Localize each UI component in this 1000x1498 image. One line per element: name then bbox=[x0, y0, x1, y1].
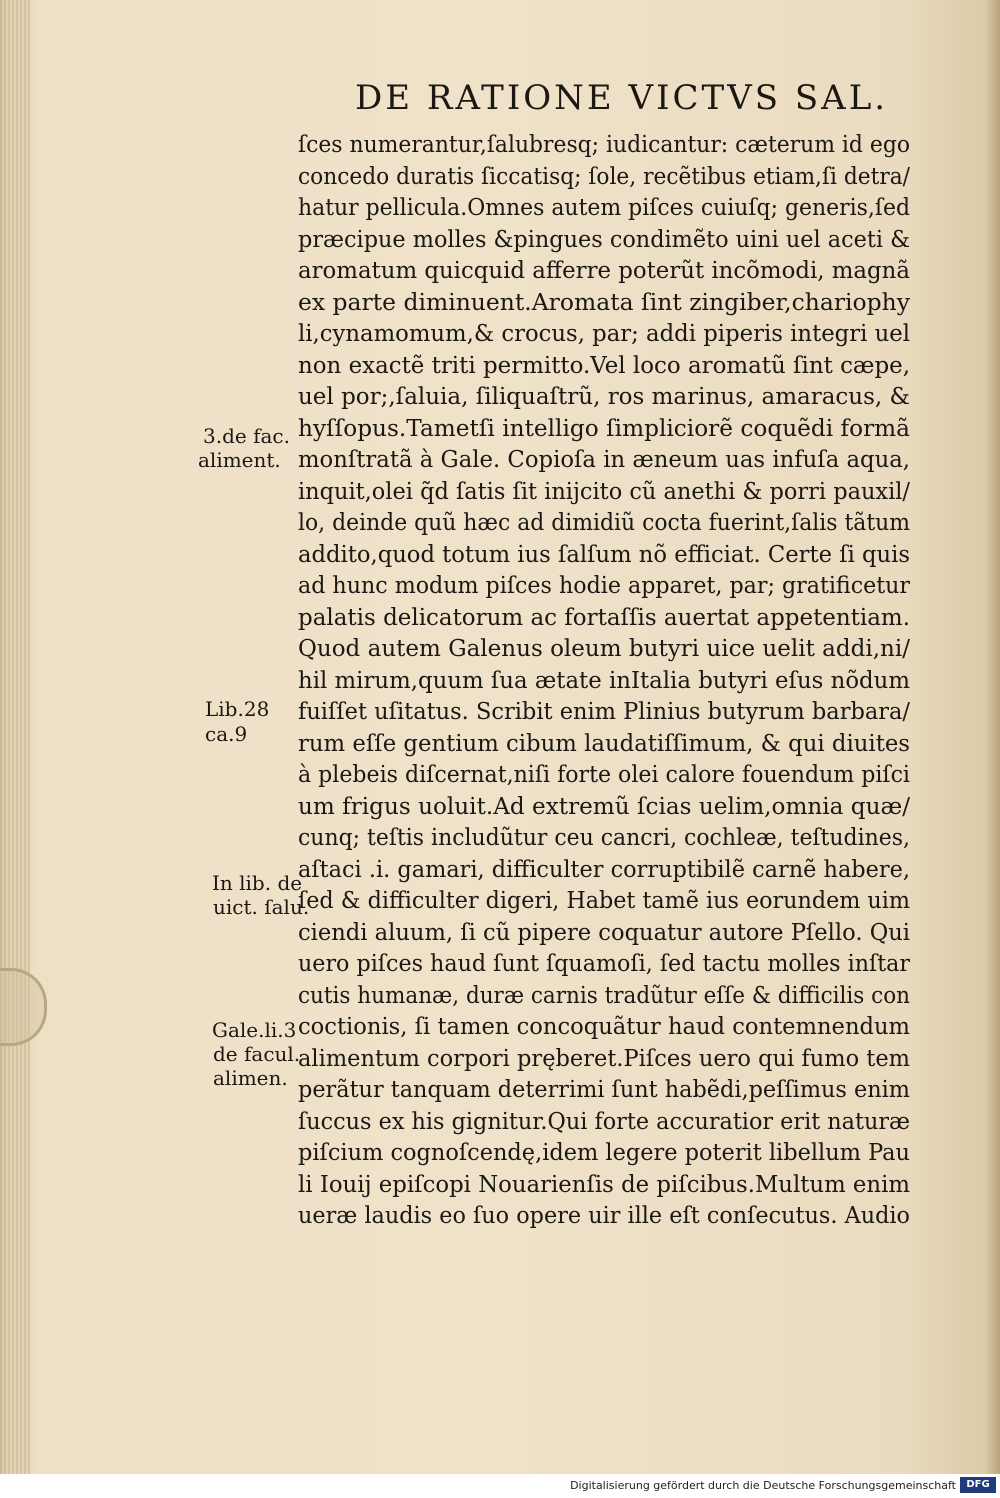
margin-note: aliment. bbox=[198, 448, 281, 472]
text-line: palatis delicatorum ac fortaſſis auertat appetentiam. bbox=[298, 604, 910, 631]
text-line: à plebeis diſcernat,niſi forte olei calore fouendum piſci bbox=[298, 762, 910, 788]
text-line: Quod autem Galenus oleum butyri uice uelit addi,ni/ bbox=[298, 636, 910, 662]
funding-credit: Digitalisierung gefördert durch die Deutsche Forschungsgemeinschaft bbox=[570, 1479, 956, 1492]
text-line: cunq; teſtis includũtur ceu cancri, cochleæ, teſtudines, bbox=[298, 825, 910, 851]
running-header: DE RATIONE VICTVS SAL. bbox=[355, 78, 889, 118]
text-line: li,cynamomum,& crocus, par; addi piperis integri uel bbox=[298, 321, 910, 347]
margin-note: Gale.li.3 bbox=[212, 1018, 297, 1042]
text-line: uero piſces haud ſunt ſquamoſi, ſed tactu molles inſtar bbox=[298, 951, 910, 977]
text-line: uel por;,ſaluia, ſiliquaſtrũ, ros marinus, amaracus, & bbox=[298, 384, 910, 410]
text-line: ex parte diminuent.Aromata ſint zingiber,chariophy bbox=[298, 289, 910, 316]
text-line: aſtaci .i. gamari, difficulter corruptibilẽ carnẽ habere, bbox=[298, 856, 910, 883]
text-line: addito,quod totum ius ſalſum nõ efficiat. Certe ſi quis bbox=[298, 541, 910, 568]
text-line: ſuccus ex his gignitur.Qui forte accuratior erit naturæ bbox=[298, 1108, 910, 1135]
margin-note: In lib. de bbox=[212, 871, 303, 895]
text-line: ſces numerantur,ſalubresq; iudicantur: cæterum id ego bbox=[298, 132, 910, 158]
text-line: ciendi aluum, ſi cũ pipere coquatur autore Pſello. Qui bbox=[298, 919, 910, 946]
margin-note: 3.de fac. bbox=[203, 424, 290, 448]
margin-note: Lib.28 bbox=[205, 697, 270, 721]
footer-bar bbox=[0, 1474, 1000, 1498]
book-clasp bbox=[0, 968, 47, 1046]
text-line: piſcium cognoſcendę,idem legere poterit libellum Pau bbox=[298, 1140, 910, 1166]
text-line: hyſſopus.Tametſi intelligo ſimpliciorẽ coquẽdi formã bbox=[298, 415, 910, 442]
text-line: lo, deinde quũ hæc ad dimidiũ cocta fuerint,ſalis tãtum bbox=[298, 510, 910, 536]
text-line: hatur pellicula.Omnes autem piſces cuiuſq; generis,ſed bbox=[298, 195, 910, 221]
text-line: coctionis, ſi tamen concoquãtur haud contemnendum bbox=[298, 1014, 910, 1040]
margin-note: ca.9 bbox=[205, 722, 248, 746]
margin-note: uict. ſalu. bbox=[213, 895, 310, 919]
text-line: præcipue molles &pingues condimẽto uini uel aceti & bbox=[298, 226, 910, 253]
text-line: monſtratã à Gale. Copioſa in æneum uas infuſa aqua, bbox=[298, 447, 910, 473]
margin-note: alimen. bbox=[213, 1066, 288, 1090]
text-line: fuiſſet uſitatus. Scribit enim Plinius butyrum barbara/ bbox=[298, 699, 910, 725]
text-line: inquit,olei q̃d ſatis ſit inijcito cũ anethi & porri pauxil/ bbox=[298, 478, 910, 505]
page-stack-edge bbox=[0, 0, 30, 1474]
dfg-logo: DFG bbox=[960, 1477, 996, 1493]
body-text bbox=[298, 130, 910, 1233]
text-line: ſed & difficulter digeri, Habet tamẽ ius eorundem uim bbox=[298, 888, 910, 914]
text-line: perãtur tanquam deterrimi ſunt habẽdi,peſſimus enim bbox=[298, 1077, 910, 1103]
margin-note: de facul. bbox=[213, 1042, 301, 1066]
text-line: aromatum quicquid afferre poterũt incõmodi, magnã bbox=[298, 258, 910, 284]
text-line: ad hunc modum piſces hodie apparet, par; gratificetur bbox=[298, 573, 910, 599]
text-line: concedo duratis ſiccatisq; ſole, recẽtibus etiam,ſi detra/ bbox=[298, 163, 910, 190]
text-line: alimentum corpori pręberet.Piſces uero qui fumo tem bbox=[298, 1045, 910, 1072]
text-line: cutis humanæ, duræ carnis tradũtur eſſe & difficilis con bbox=[298, 982, 910, 1009]
text-line: non exactẽ triti permitto.Vel loco aromatũ ſint cæpe, bbox=[298, 352, 910, 379]
text-line: hil mirum,quum ſua ætate inItalia butyri eſus nõdum bbox=[298, 667, 910, 694]
text-line: li Iouij epiſcopi Nouarienſis de piſcibus.Multum enim bbox=[298, 1171, 910, 1198]
text-line: um frigus uoluit.Ad extremũ ſcias uelim,omnia quæ/ bbox=[298, 793, 910, 820]
text-line: rum eſſe gentium cibum laudatiſſimum, & qui diuites bbox=[298, 730, 910, 757]
text-line: ueræ laudis eo ſuo opere uir ille eſt conſecutus. Audio bbox=[298, 1203, 910, 1229]
